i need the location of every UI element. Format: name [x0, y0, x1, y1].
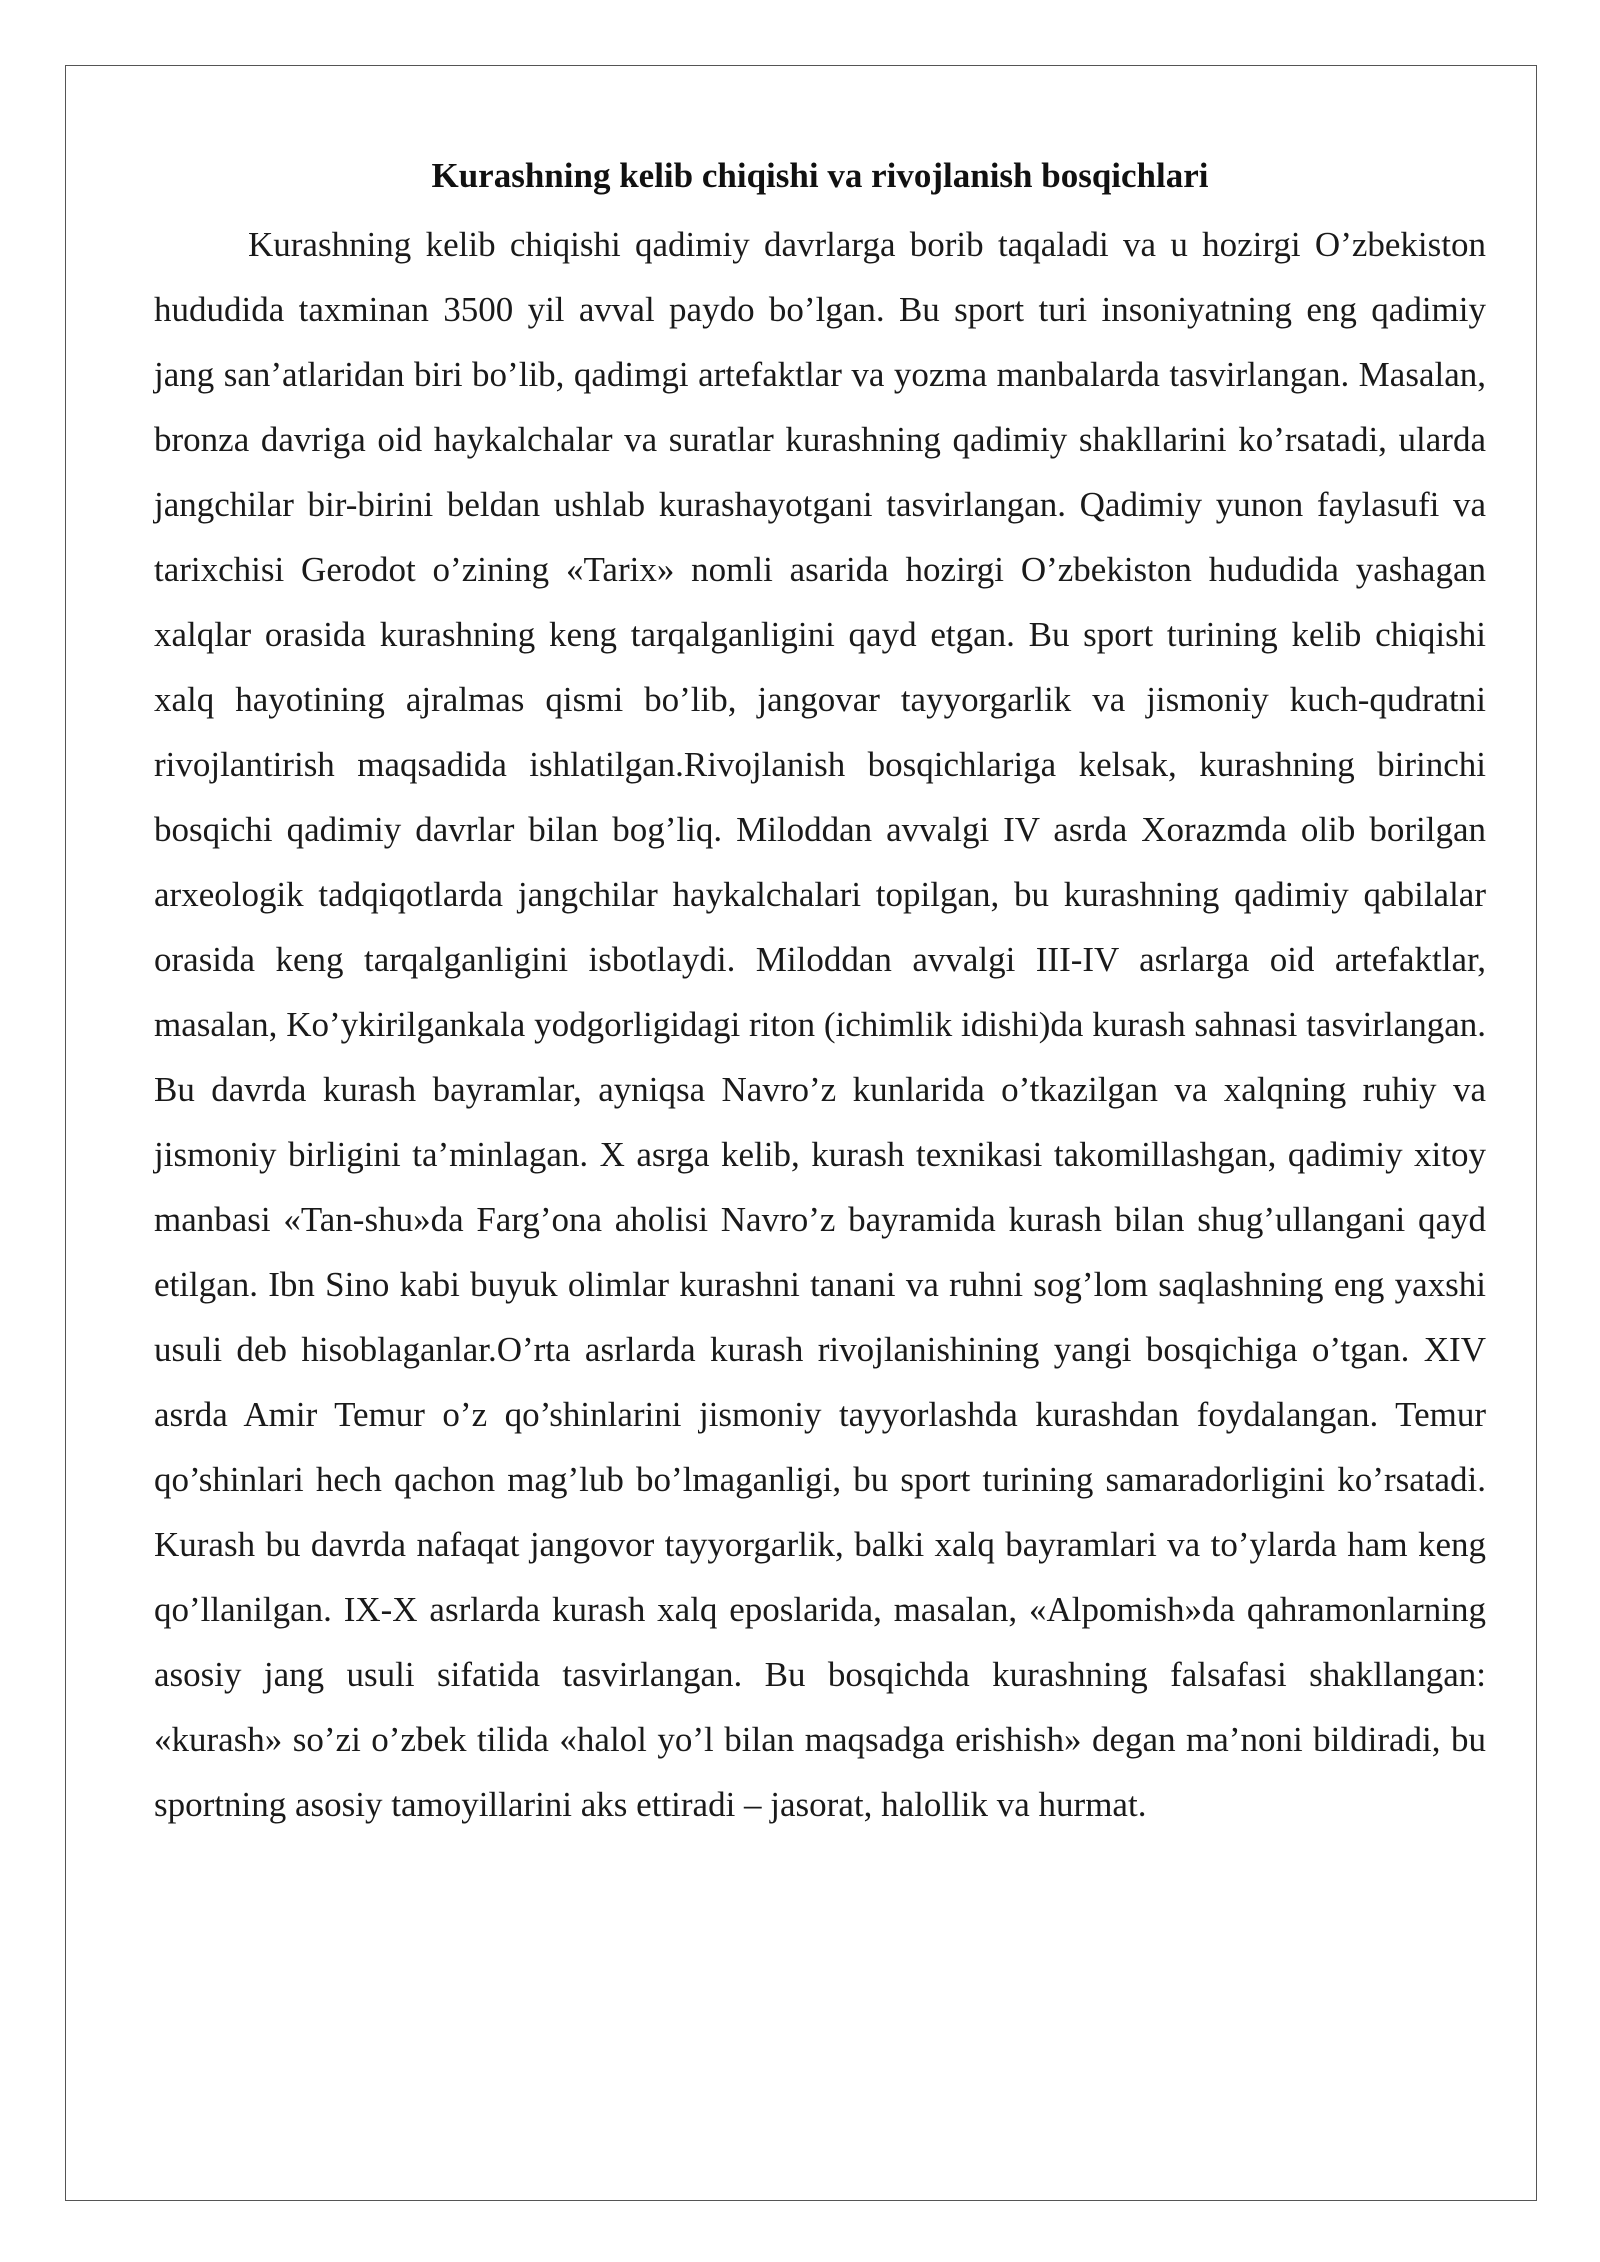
document-body-paragraph: Kurashning kelib chiqishi qadimiy davrlarga borib taqaladi va u hozirgi O’zbekiston hududida taxminan 3500 yil avval paydo bo’lgan. Bu sport turi insoniyatning eng qadimiy jang san’atlaridan biri bo’lib, qadimgi artefaktlar va yozma manbalarda tasvirlangan. Masalan, bronza davriga oid haykalchalar va suratlar kurashning qadimiy shakllarini ko’rsatadi, ularda jangchilar bir-birini beldan ushlab kurashayotgani tasvirlangan. Qadimiy yunon faylasufi va tarixchisi Gerodot o’zining «Tarix» nomli asarida hozirgi O’zbekiston hududida yashagan xalqlar orasida kurashning keng tarqalganligini qayd etgan. Bu sport turining kelib chiqishi xalq hayotining ajralmas qismi bo’lib, jangovar tayyorgarlik va jismoniy kuch-qudratni rivojlantirish maqsadida ishlatilgan.Rivojlanish bosqichlariga kelsak, kurashning birinchi bosqichi qadimiy davrlar bilan bog’liq. Miloddan avvalgi IV asrda Xorazmda olib borilgan arxeologik tadqiqotlarda jangchilar haykalchalari topilgan, bu kurashning qadimiy qabilalar orasida keng tarqalganligini isbotlaydi. Miloddan avvalgi III-IV asrlarga oid artefaktlar, masalan, Ko’ykirilgankala yodgorligidagi riton (ichimlik idishi)da kurash sahnasi tasvirlangan. Bu davrda kurash bayramlar, ayniqsa Navro’z kunlarida o’tkazilgan va xalqning ruhiy va jismoniy birligini ta’minlagan. X asrga kelib, kurash texnikasi takomillashgan, qadimiy xitoy manbasi «Tan-shu»da Farg’ona aholisi Navro’z bayramida kurash bilan shug’ullangani qayd etilgan. Ibn Sino kabi buyuk olimlar kurashni tanani va ruhni sog’lom saqlashning eng yaxshi usuli deb hisoblaganlar.O’rta asrlarda kurash rivojlanishining yangi bosqichiga o’tgan. XIV asrda Amir Temur o’z qo’shinlarini jismoniy tayyorlashda kurashdan foydalangan. Temur qo’shinlari hech qachon mag’lub bo’lmaganligi, bu sport turining samaradorligini ko’rsatadi. Kurash bu davrda nafaqat jangovor tayyorgarlik, balki xalq bayramlari va to’ylarda ham keng qo’llanilgan. IX-X asrlarda kurash xalq eposlarida, masalan, «Alpomish»da qahramonlarning asosiy jang usuli sifatida tasvirlangan. Bu bosqichda kurashning falsafasi shakllangan: «kurash» so’zi o’zbek tilida «halol yo’l bilan maqsadga erishish» degan ma’noni bildiradi, bu sportning asosiy tamoyillarini aks ettiradi – jasorat, halollik va hurmat.	[154, 225, 1486, 1824]
document-title: Kurashning kelib chiqishi va rivojlanish bosqichlari	[431, 156, 1209, 195]
